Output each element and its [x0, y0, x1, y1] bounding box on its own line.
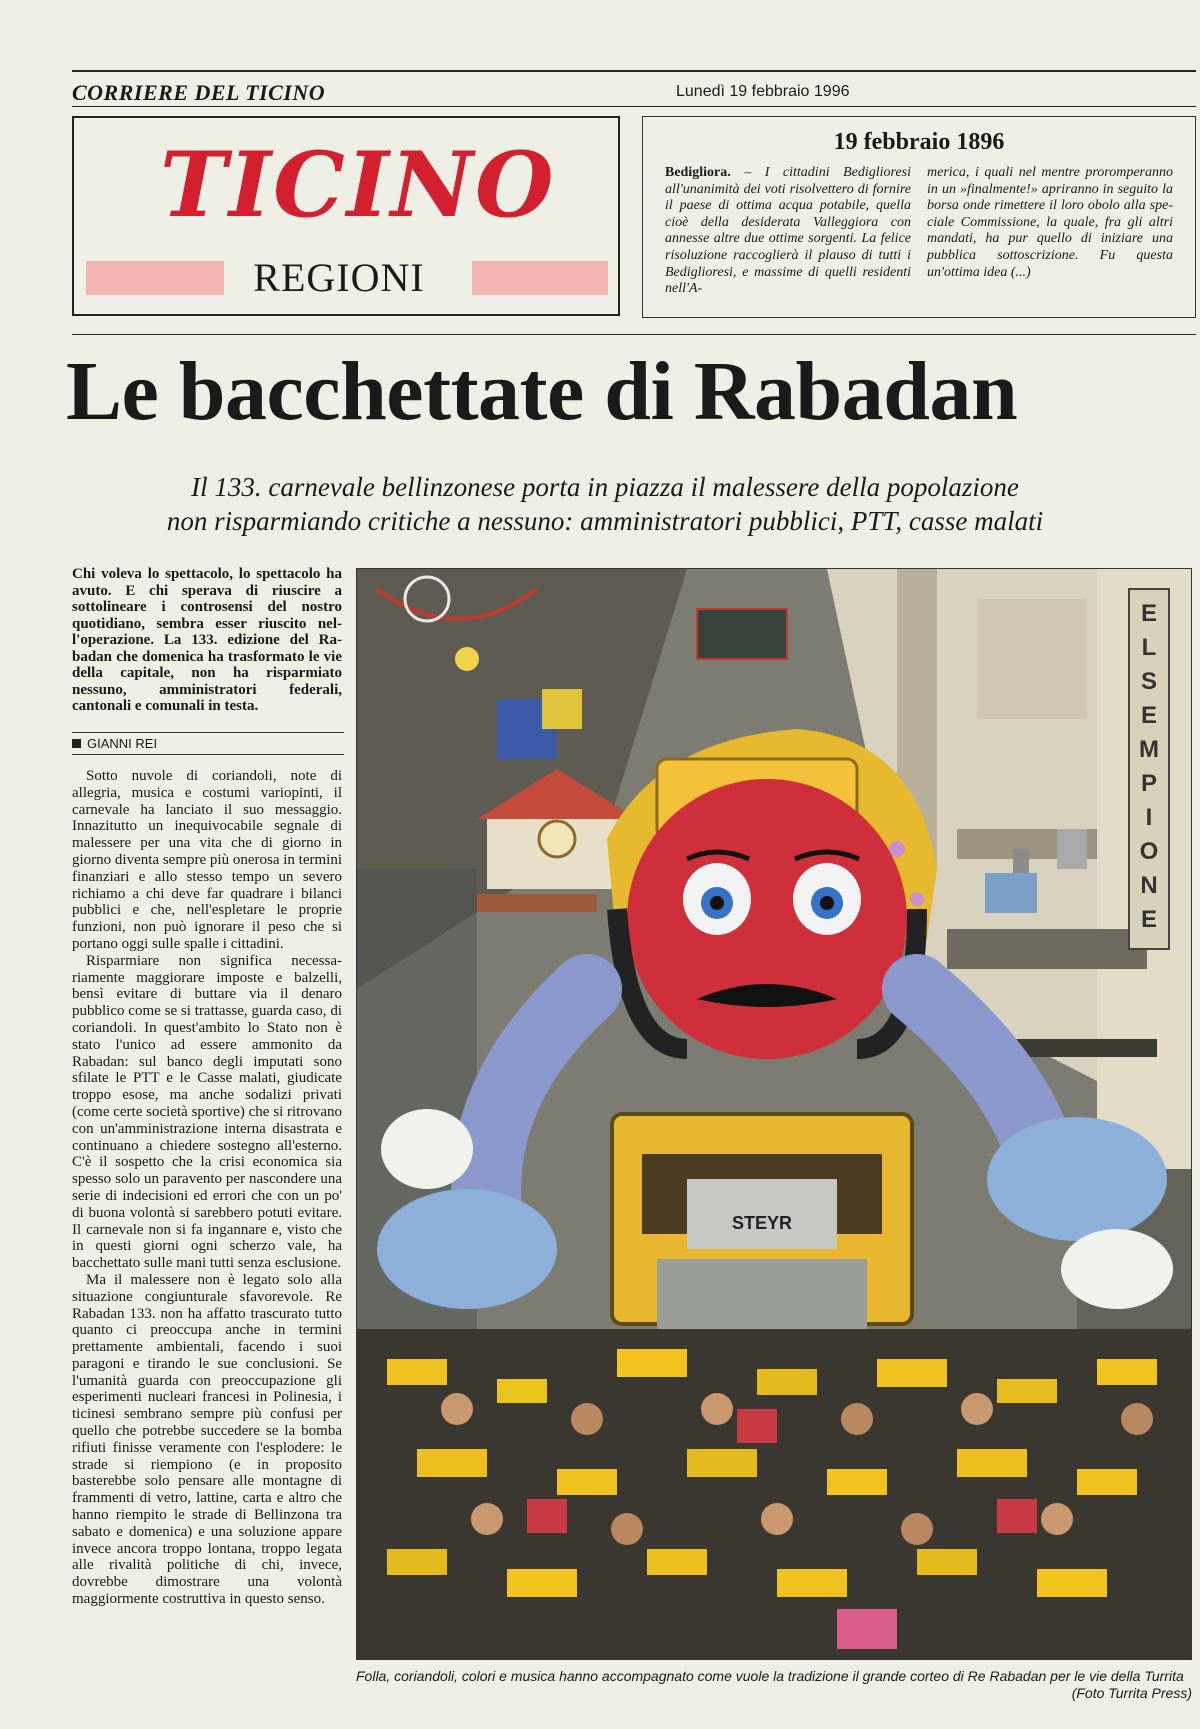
masthead-paper-name: CORRIERE DEL TICINO: [72, 80, 326, 105]
carnival-photo: [356, 568, 1192, 1660]
section-brand-box: [72, 116, 620, 316]
sign-letter: S: [1140, 668, 1158, 695]
photo-credit: (Foto Turrita Press): [1071, 1685, 1192, 1701]
carnival-photo-illustration: [357, 569, 1191, 1659]
masthead-rule: [72, 106, 1196, 107]
sign-letter: E: [1140, 906, 1158, 933]
article-paragraph: Risparmiare non significa necessariamente maggiorare imposte e balzelli, bensì evitare di buttare via il denaro pubblico come se si trattasse, guarda caso, di coriandoli. In quest'ambito lo Stato non è stato l'unico ad essere ammonito da Rabadan: sul banco degli imputati sono sfilate le PTT e le Casse malati, giudicate troppo esose, ma anche sodalizi privati (come certe società sportive) che si ritrovano con un'amministrazione interna disastrata e continuano a chiedere sostegno all'esterno. C'è il sospetto che la crisi economica sia spesso solo un paravento per nascondere una serie di indecisioni ed errori che con un po' di buona volontà si sarebbero potuti evitare. Il carnevale non si fa ingannare e, visto che in questi giorni ogni scherzo vale, ha bacchettato sulle mani tutti senza esclusione.: [72, 952, 342, 1272]
article-paragraph: Ma il malessere non è legato solo alla situazione congiunturale sfavorevole. Re Rabadan 133. non ha affatto trascurato tutto quanto ci preoccupa anche in termini prettamente ambientali, facendo i suoi paragoni e tirando le sue conclusioni. Se l'umanità guarda con preoccupazione gli esperimenti nucleari francesi in Polinesia, i ticinesi sembrano sempre più confusi per quello che potrebbe succedere se la bomba rifiuti finisse veramente con l'esplodere: le strade si riempiono (e in proposito basterebbe solo pensare alle montagne di frammenti di vetro, lattine, carta e altro che hanno riempito le strade di Bellinzona tra sabato e domenica) e una soluzione appare invece ancora troppo lontana, troppo legata alle rivalità politiche di chi, invece, dovrebbe dimostrare una volontà maggiormente costruttiva in questo senso.: [72, 1271, 342, 1608]
sign-letter: M: [1139, 736, 1159, 763]
sign-letter: O: [1139, 838, 1159, 865]
brand-stripe-right: [472, 261, 608, 295]
masthead-date: Lunedì 19 febbraio 1996: [676, 83, 850, 100]
photo-caption: [356, 1668, 1192, 1702]
article-headline: Le bacchettate di Rabadan: [66, 345, 1018, 438]
article-body: [72, 768, 342, 1608]
sign-letter: L: [1141, 634, 1157, 661]
history-place: Bedigliora.: [665, 165, 731, 180]
history-column-1: [665, 165, 911, 298]
history-text-1: – I cittadini Bediglioresi all'unanimità dei voti risolvettero di fornire il paese di ottima acqua potabile, quella cioè della desiderata Valleggiora con annesse altre due ottime sorgenti. La felice risoluzione raccoglierà il plauso di tutti i Bediglioresi, e massime di quelli residenti nell'A-: [665, 165, 912, 297]
article-subhead: [60, 470, 1150, 538]
caption-text: Folla, coriandoli, colori e musica hanno accompagnato come vuole la tradizione il grande corteo di Re Rabadan per le vie della Turrita: [356, 1668, 1184, 1684]
subhead-line-1: Il 133. carnevale bellinzonese porta in piazza il malessere della popolazione: [191, 472, 1019, 502]
sign-letter: N: [1140, 872, 1158, 899]
article-paragraph: Sotto nuvole di coriandoli, note di allegria, musica e costumi variopinti, il carnevale ha lanciato il suo messaggio. Innazitutto un inequivocabile segnale di malessere per una vita che di giorno in giorno diventa sempre più onerosa in termini finanziari e allo stesso tempo un severo richiamo a chi deve far quadrare i bilanci pubblici e che, nell'espletare le proprie funzioni, non può ignorare il peso che si portano oggi sulle spalle i cittadini.: [72, 768, 342, 952]
subhead-line-2: non risparmiando critiche a nessuno: amministratori pubblici, PTT, casse malati: [166, 506, 1044, 536]
section-title: TICINO: [160, 132, 556, 238]
history-title: 19 febbraio 1896: [833, 129, 1005, 155]
sign-letter: P: [1140, 770, 1158, 797]
bullet-square-icon: [72, 739, 81, 748]
sign-letter: E: [1140, 702, 1158, 729]
sign-letter: E: [1140, 600, 1158, 627]
history-column-2: merica, i quali nel mentre proromperanno in un »finalmente!» apriranno in seguito la borsa onde rimettere il loro obolo alla speciale Commissione, la quale, fra gli altri mandati, ha pur quello di iniziare una pubblica sottoscrizione. Fu questa un'ottima idea (...): [927, 165, 1173, 280]
truck-label: STEYR: [731, 1213, 793, 1233]
top-rule: [72, 70, 1196, 72]
section-subtitle: REGIONI: [224, 258, 454, 298]
byline-author: GIANNI REI: [87, 736, 158, 751]
article-lead: Chi voleva lo spettacolo, lo spettacolo ha avuto. E chi sperava di riuscire a sottolineare i controsensi del nostro quotidiano, sembra esser riuscito nell'operazione. La 133. edizione del Rabadan che domenica ha trasformato le vie della capitale, non ha risparmiato nessuno, amministratori federali, cantonali e comunali in testa.: [72, 566, 342, 714]
byline: [72, 732, 344, 755]
brand-stripe-left: [86, 261, 224, 295]
sign-letter: I: [1145, 804, 1153, 831]
headline-rule: [72, 334, 1196, 335]
history-box: [642, 116, 1196, 318]
